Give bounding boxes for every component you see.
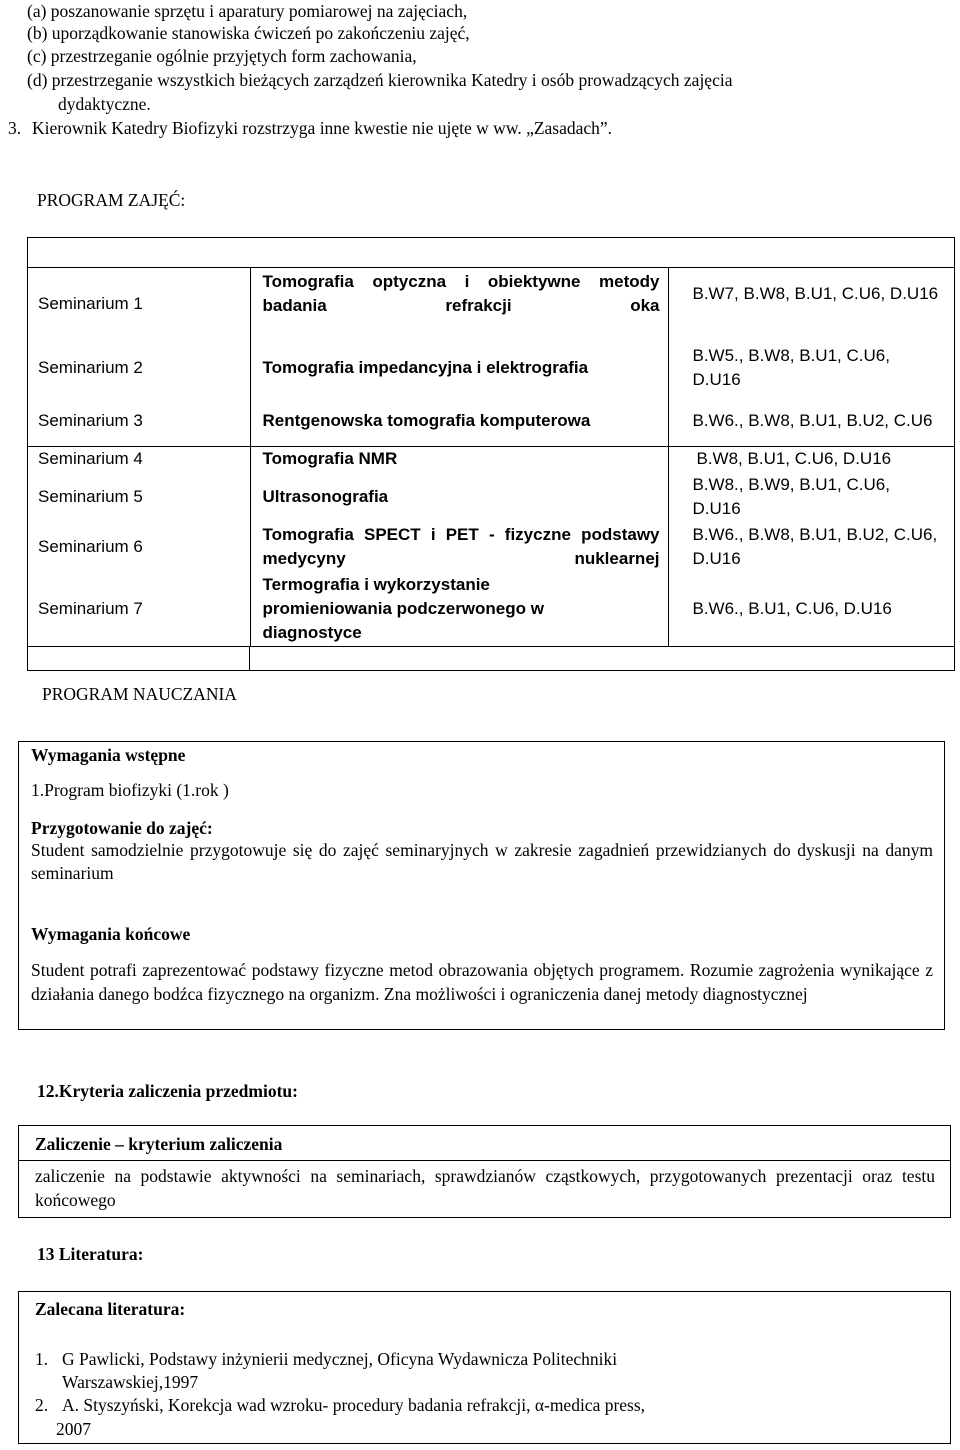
seminar-codes: B.W6., B.W8, B.U1, B.U2, C.U6 — [692, 410, 933, 430]
literature-item-2-line2: 2007 — [56, 1419, 91, 1439]
nauczanie-heading: PROGRAM NAUCZANIA — [42, 684, 237, 704]
seminar-topic: Tomografia SPECT i PET - fizyczne podstawy medycyny nuklearnej — [250, 522, 668, 572]
prep-title: Przygotowanie do zajęć: — [31, 818, 213, 838]
seminar-topic: Termografia i wykorzystanie promieniowania podczerwonego w diagnostyce — [250, 572, 668, 646]
final-title: Wymagania końcowe — [31, 924, 191, 944]
table-empty-header — [28, 238, 955, 268]
literature-item-2-number: 2. — [35, 1395, 49, 1415]
point-3-text: Kierownik Katedry Biofizyki rozstrzyga inne kwestie nie ujęte w ww. „Zasadach”. — [32, 118, 613, 138]
literature-item-1-line1: G Pawlicki, Podstawy inżynierii medycznej, Oficyna Wydawnicza Politechniki — [62, 1349, 618, 1369]
seminar-label: Seminarium 4 — [28, 446, 250, 472]
seminar-codes: B.W8., B.W9, B.U1, C.U6, D.U16 — [692, 475, 890, 518]
nauczanie-box — [18, 741, 945, 1030]
literature-item-2-line1: A. Styszyński, Korekcja wad wzroku- procedury badania refrakcji, α-medica press, — [62, 1395, 646, 1415]
seminar-topic: Tomografia optyczna i obiektywne metody badania refrakcji oka — [250, 268, 668, 340]
criteria-title: Zaliczenie – kryterium zaliczenia — [35, 1134, 283, 1154]
intro-item-d-cont: dydaktyczne. — [58, 94, 151, 114]
table-row — [28, 522, 955, 572]
table-row — [28, 446, 955, 472]
table-footer-row — [28, 647, 955, 671]
literature-heading: 13 Literatura: — [37, 1244, 144, 1264]
table-row — [28, 396, 955, 446]
final-text: Student potrafi zaprezentować podstawy fizyczne metod obrazowania objętych programem. Rozumie zagrożenia wynikające z działania danego bodźca fizycznego na organizm. Zna możliwości i ograniczenia danej metody diagnostycznej — [31, 960, 933, 1004]
intro-item-c: (c) przestrzeganie ogólnie przyjętych form zachowania, — [27, 46, 417, 66]
table-row — [28, 572, 955, 646]
seminar-codes: B.W6., B.W8, B.U1, B.U2, C.U6, D.U16 — [692, 525, 938, 568]
criteria-box — [18, 1125, 951, 1218]
req-text: 1.Program biofizyki (1.rok ) — [31, 780, 229, 800]
intro-item-d: (d) przestrzeganie wszystkich bieżących zarządzeń kierownika Katedry i osób prowadzących zajęcia — [27, 70, 733, 90]
literature-item-1-number: 1. — [35, 1349, 49, 1369]
seminar-topic: Tomografia NMR — [250, 446, 668, 472]
literature-box — [18, 1291, 951, 1444]
seminar-codes: B.W7, B.W8, B.U1, C.U6, D.U16 — [692, 284, 939, 303]
table-row — [28, 472, 955, 522]
seminar-topic: Tomografia impedancyjna i elektrografia — [250, 340, 668, 396]
table-header-row — [28, 238, 955, 268]
intro-item-b: (b) uporządkowanie stanowiska ćwiczeń po zakończeniu zajęć, — [27, 23, 470, 43]
req-title: Wymagania wstępne — [31, 745, 186, 765]
seminar-codes: B.W6., B.U1, C.U6, D.U16 — [692, 599, 892, 618]
seminar-codes: B.W5., B.W8, B.U1, C.U6, D.U16 — [692, 346, 890, 389]
seminar-label: Seminarium 2 — [28, 340, 250, 396]
seminar-label: Seminarium 7 — [28, 572, 250, 646]
prep-text: Student samodzielnie przygotowuje się do zajęć seminaryjnych w zakresie zagadnień przewidzianych do dyskusji na danym seminarium — [31, 840, 933, 883]
seminar-label: Seminarium 3 — [28, 396, 250, 446]
seminar-label: Seminarium 5 — [28, 472, 250, 522]
seminar-topic: Rentgenowska tomografia komputerowa — [250, 396, 668, 446]
criteria-text: zaliczenie na podstawie aktywności na seminariach, sprawdzianów cząstkowych, przygotowanych prezentacji oraz testu końcowego — [35, 1166, 935, 1210]
table-row — [28, 340, 955, 396]
table-row — [28, 268, 955, 340]
program-table — [27, 237, 955, 671]
seminar-codes: B.W8, B.U1, C.U6, D.U16 — [668, 446, 955, 472]
criteria-divider — [19, 1160, 950, 1161]
point-3-number: 3. — [8, 118, 22, 138]
program-heading: PROGRAM ZAJĘĆ: — [37, 190, 186, 210]
criteria-heading: 12.Kryteria zaliczenia przedmiotu: — [37, 1081, 298, 1101]
seminar-topic: Ultrasonografia — [250, 472, 668, 522]
table-body-row — [28, 268, 955, 647]
literature-title: Zalecana literatura: — [35, 1299, 186, 1319]
seminar-label: Seminarium 6 — [28, 522, 250, 572]
literature-item-1-line2: Warszawskiej,1997 — [62, 1372, 199, 1392]
seminar-label: Seminarium 1 — [28, 268, 250, 340]
intro-item-a: (a) poszanowanie sprzętu i aparatury pomiarowej na zajęciach, — [27, 1, 468, 21]
